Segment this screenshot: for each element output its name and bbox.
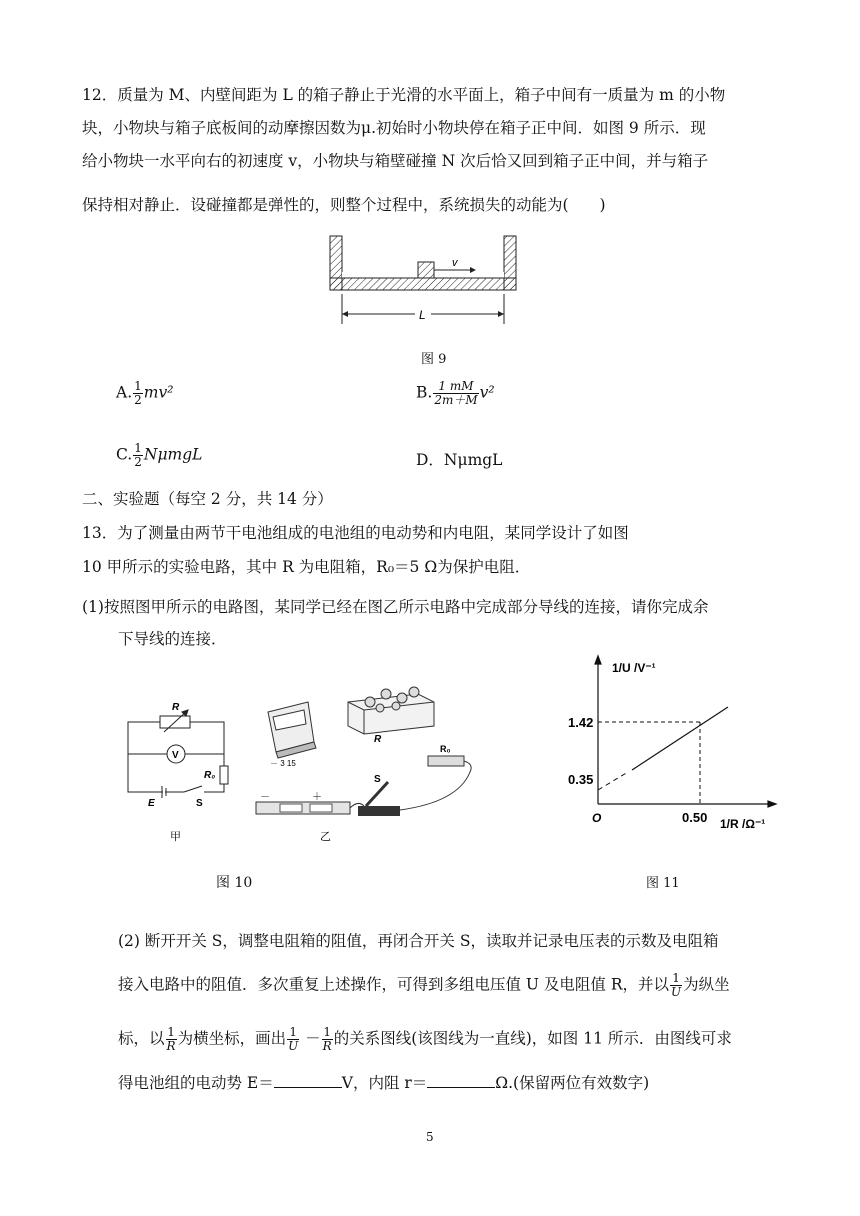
q13-p1-line2: 下导线的连接．: [118, 630, 227, 648]
fig11-y-axis-label: 1/U /V⁻¹: [612, 661, 656, 675]
option-c: C. $\frac{1}{2}$ NμmgL: [116, 441, 203, 469]
fig10-r0-label: R₀: [440, 744, 451, 754]
q12-line1: 12．质量为 M、内壁间距为 L 的箱子静止于光滑的水平面上，箱子中间有一质量为 m 的小物: [82, 86, 726, 104]
small-block: [418, 262, 434, 278]
option-b: B. $\frac{1 mM}{2m+M}$ v²: [416, 379, 495, 407]
fig9-v-label: v: [452, 257, 458, 269]
fig10-box-R-label: R: [374, 734, 382, 745]
figure-11-graph: [568, 652, 782, 848]
figure-11-caption: 图 11: [646, 876, 680, 891]
fig10-V-label: V: [172, 750, 179, 761]
fig10-R-label: R: [172, 702, 180, 713]
fig11-tick-035: 0.35: [568, 772, 594, 787]
q13-p2-line2: 接入电路中的阻值．多次重复上述操作，可得到多组电压值 U 及电阻值 R，并以 $\frac{1}{U}$ 为纵坐: [118, 971, 730, 999]
q12-line3: 给小物块一水平向右的初速度 v，小物块与箱壁碰撞 N 次后恰又回到箱子正中间，并与箱子: [82, 152, 709, 170]
emf-answer-blank[interactable]: [274, 1073, 342, 1088]
q13-p2-line3: 标，以 $\frac{1}{R}$ 为横坐标，画出 $\frac{1}{U}$ － $\frac{1}{R}$ 的关系图线(该图线为一直线)，如图 11 所示．由图线可求: [118, 1025, 732, 1053]
q13-p1-line1: (1)按照图甲所示的电路图，某同学已经在图乙所示电路中完成部分导线的连接，请你完成余: [82, 598, 709, 616]
option-a: A. $\frac{1}{2}$ mv²: [116, 379, 174, 407]
fig10-plus: ＋: [312, 792, 322, 803]
fig10-s-label: S: [374, 774, 381, 785]
fig10-yi-label: 乙: [320, 831, 331, 843]
q13-p2-line4: 得电池组的电动势 E＝ V，内阻 r＝ Ω.(保留两位有效数字): [118, 1074, 650, 1092]
q13-line1: 13．为了测量由两节干电池组成的电池组的电动势和内电阻，某同学设计了如图: [82, 524, 629, 542]
figure-9-caption: 图 9: [421, 352, 447, 367]
fig11-tick-142: 1.42: [568, 715, 594, 730]
q12-line2: 块，小物块与箱子底板间的动摩擦因数为μ.初始时小物块停在箱子正中间．如图 9 所示．现: [82, 119, 706, 137]
fig11-tick-050: 0.50: [682, 810, 708, 825]
fig10-r0-component: [428, 756, 464, 766]
internal-resistance-answer-blank[interactable]: [427, 1073, 495, 1088]
fig10-R0-label: R₀: [204, 770, 216, 781]
q12-line4: 保持相对静止．设碰撞都是弹性的，则整个过程中，系统损失的动能为( ): [82, 196, 606, 214]
fig10-jia-label: 甲: [170, 831, 181, 843]
fig11-origin: O: [592, 811, 602, 825]
section-heading: 二、实验题（每空 2 分，共 14 分）: [82, 490, 333, 508]
fig10-meter-scale: － 3 15: [270, 759, 296, 768]
figure-9-box-diagram: [320, 232, 530, 328]
q13-p2-line1: (2) 断开开关 S，调整电阻箱的阻值，再闭合开关 S，读取并记录电压表的示数及电阻箱: [118, 932, 719, 950]
page-number: 5: [426, 1130, 434, 1144]
fig10-E-label: E: [148, 798, 155, 809]
option-d: D．NμmgL: [416, 451, 503, 469]
fig11-data-line: [632, 707, 728, 770]
figure-10-caption: 图 10: [216, 875, 253, 891]
fig9-L-label: L: [419, 308, 426, 322]
fig11-extrapolation: [598, 772, 628, 790]
fig11-x-axis-label: 1/R /Ω⁻¹: [720, 817, 766, 831]
fig10-minus: －: [260, 792, 270, 803]
fig10-S-label: S: [196, 798, 203, 809]
figure-10-circuit: [118, 672, 498, 850]
q13-line2: 10 甲所示的实验电路，其中 R 为电阻箱，R₀＝5 Ω为保护电阻．: [82, 558, 531, 576]
